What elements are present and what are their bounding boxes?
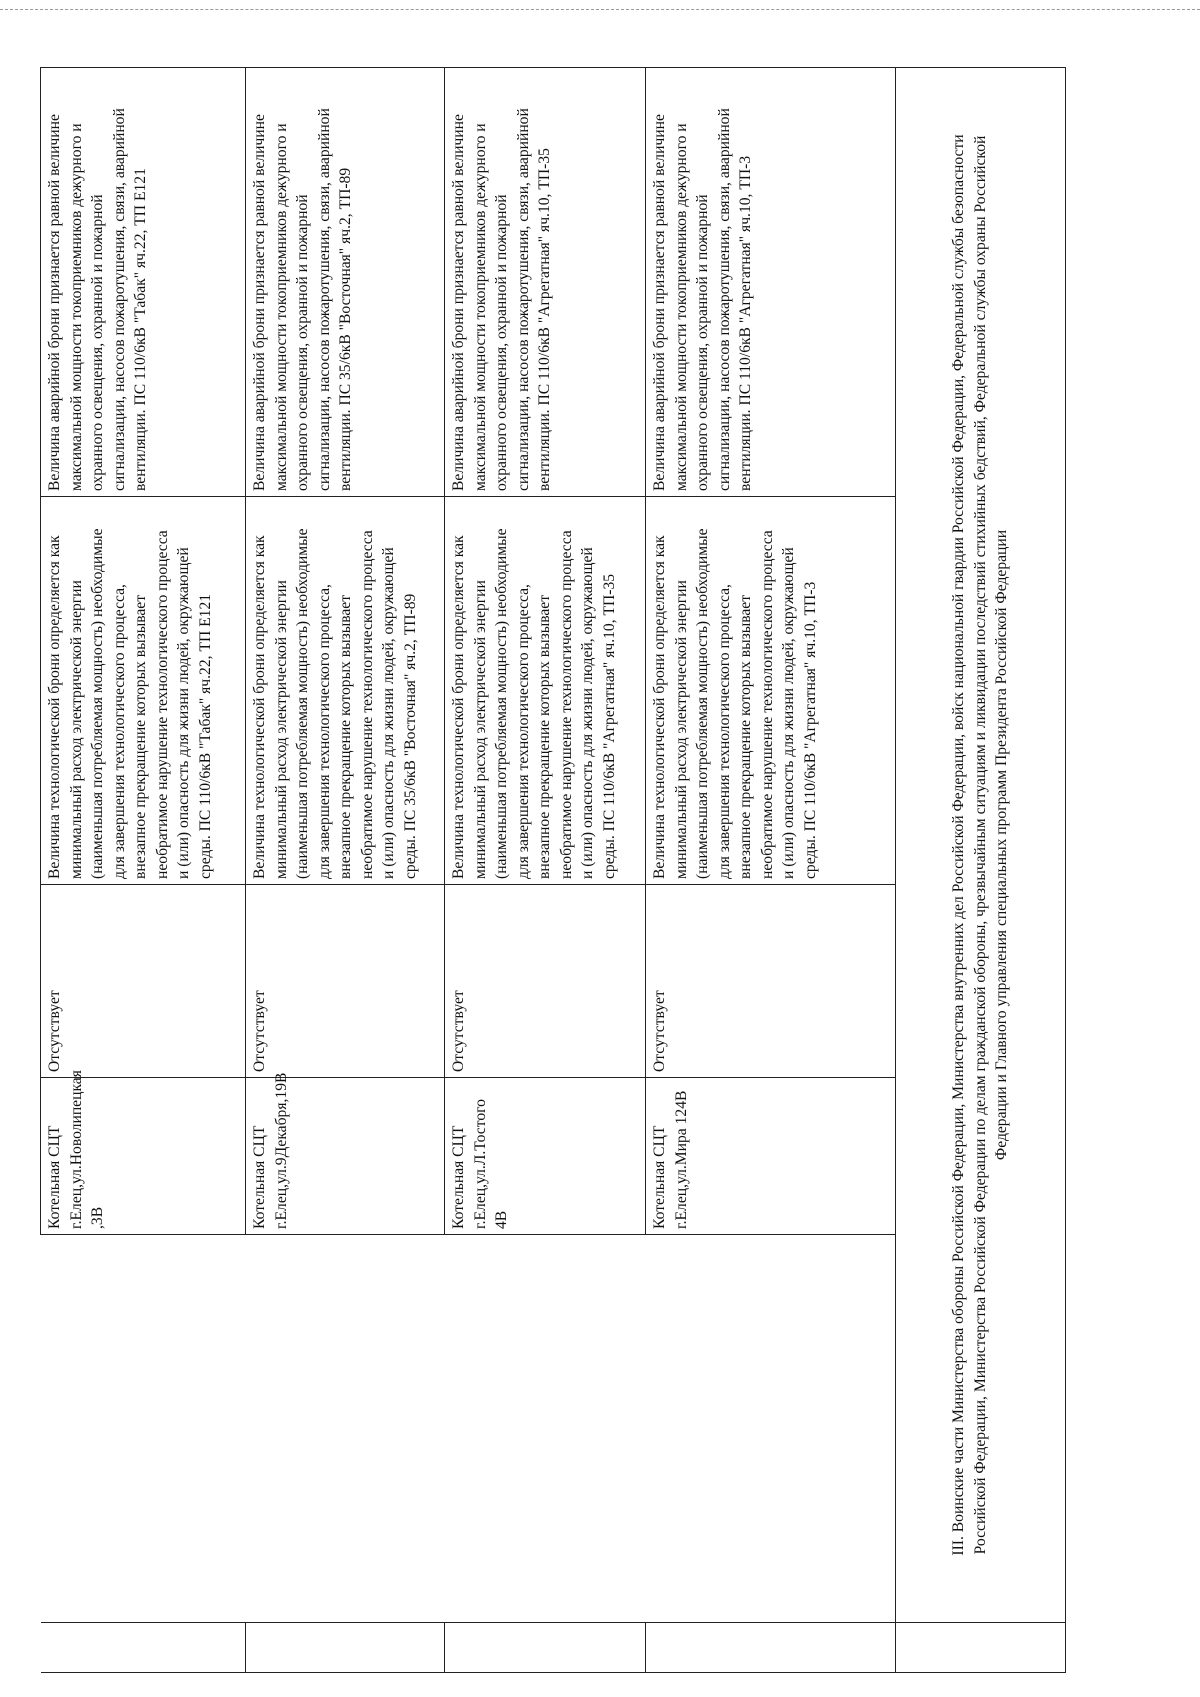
section-heading: III. Воинские части Министерства обороны Российской Федерации, Министерства внутренних дел Российской Федерации, войск национальной гвардии Российской Федерации, Федеральной службы безопасности Российской Федерации, Министерства Российской Федерации по делам гражданской обороны, чрезвычайным ситуациям и ликвидации последствий стихийных бедствий, Федеральной службы охраны Российской Федерации и Главного управления специальных программ Президента Российской Федерации — [950, 134, 1011, 1556]
tech-reserve-cell — [646, 497, 896, 885]
blank-cell — [246, 1235, 445, 1387]
scan-top-edge — [0, 9, 1200, 10]
emergency-reserve-text: Величина аварийной брони признается равной величине максимальной мощности токоприемников дежурного и охранного освещения, охранной и пожарной сигнализации, насосов пожаротушения, связи, аварийной вентиляции. ПС 35/6кВ "Восточная" яч.2, ТП-89 — [251, 108, 354, 491]
emergency-reserve-cell — [246, 68, 445, 497]
blank-cell — [646, 1387, 896, 1570]
tech-reserve-text: Величина технологической брони определяется как минимальный расход электрической энергии (наименьшая потребляемая мощность) необходимые для завершения технологического процесса, внезапное прекращение которых вызывает необратимое нарушение технологического процесса и (или) опасность для жизни людей, окружающей среды. ПС 110/6кВ "Агрегатная" яч.10, ТП-3 — [651, 528, 819, 879]
number-cell — [896, 1623, 1066, 1673]
number-cell — [445, 1623, 646, 1673]
blank-cell — [41, 1235, 246, 1387]
tech-reserve-text: Величина технологической брони определяется как минимальный расход электрической энергии (наименьшая потребляемая мощность) необходимые для завершения технологического процесса, внезапное прекращение которых вызывает необратимое нарушение технологического процесса и (или) опасность для жизни людей, окружающей среды. ПС 35/6кВ "Восточная" яч.2, ТП-89 — [251, 528, 419, 879]
status-text: Отсутствует — [450, 990, 467, 1072]
number-cell — [41, 1623, 246, 1673]
blank-cell — [41, 1387, 246, 1570]
object-name: Котельная СЦТ г.Елец,ул.9Декабря,19В — [251, 1072, 290, 1229]
emergency-reserve-cell — [646, 68, 896, 497]
status-text: Отсутствует — [651, 990, 668, 1072]
rotated-page — [40, 68, 1065, 1673]
table-row — [445, 68, 646, 1673]
tech-reserve-cell — [41, 497, 246, 885]
section-row — [896, 68, 1066, 1673]
object-name-cell — [646, 1078, 896, 1235]
blank-cell — [41, 1570, 246, 1623]
emergency-reserve-text: Величина аварийной брони признается равной величине максимальной мощности токоприемников дежурного и охранного освещения, охранной и пожарной сигнализации, насосов пожаротушения, связи, аварийной вентиляции. ПС 110/6кВ "Табак" яч.22, ТП Е121 — [46, 108, 149, 491]
table-row — [646, 68, 896, 1673]
emergency-reserve-cell — [445, 68, 646, 497]
object-name-cell — [445, 1078, 646, 1235]
blank-cell — [646, 1570, 896, 1623]
status-cell — [246, 885, 445, 1078]
blank-cell — [246, 1387, 445, 1570]
object-name-cell — [41, 1070, 246, 1235]
blank-cell — [646, 1235, 896, 1387]
object-name: Котельная СЦТ г.Елец,ул.Л.Тостого 4В — [450, 1099, 510, 1229]
emergency-reserve-text: Величина аварийной брони признается равной величине максимальной мощности токоприемников дежурного и охранного освещения, охранной и пожарной сигнализации, насосов пожаротушения, связи, аварийной вентиляции. ПС 110/6кВ "Агрегатная" яч.10, ТП-3 — [651, 108, 754, 491]
status-text: Отсутствует — [251, 990, 268, 1072]
tech-reserve-cell — [246, 497, 445, 885]
emergency-reserve-cell — [41, 68, 246, 497]
tech-reserve-text: Величина технологической брони определяется как минимальный расход электрической энергии (наименьшая потребляемая мощность) необходимые для завершения технологического процесса, внезапное прекращение которых вызывает необратимое нарушение технологического процесса и (или) опасность для жизни людей, окружающей среды. ПС 110/6кВ "Табак" яч.22, ТП Е121 — [46, 528, 214, 879]
table-row — [41, 68, 246, 1673]
status-text: Отсутствует — [46, 990, 63, 1072]
object-name-cell — [246, 1072, 445, 1235]
blank-cell — [246, 1570, 445, 1623]
object-name: Котельная СЦТ г.Елец,ул.Мира 124В — [651, 1090, 690, 1229]
table-row — [246, 68, 445, 1673]
section-heading-cell — [896, 68, 1066, 1623]
blank-cell — [445, 1570, 646, 1623]
number-cell — [246, 1623, 445, 1673]
blank-cell — [445, 1387, 646, 1570]
status-cell — [646, 885, 896, 1078]
tech-reserve-cell — [445, 497, 646, 885]
blank-cell — [445, 1235, 646, 1387]
number-cell — [646, 1623, 896, 1673]
status-cell — [41, 885, 246, 1078]
status-cell — [445, 885, 646, 1078]
emergency-reserve-text: Величина аварийной брони признается равной величине максимальной мощности токоприемников дежурного и охранного освещения, охранной и пожарной сигнализации, насосов пожаротушения, связи, аварийной вентиляции. ПС 110/6кВ "Агрегатная" яч.10, ТП-35 — [450, 108, 553, 491]
reserve-table — [40, 67, 1066, 1673]
object-name: Котельная СЦТ г.Елец,ул.Новолипецкая ,3В — [46, 1070, 106, 1229]
tech-reserve-text: Величина технологической брони определяется как минимальный расход электрической энергии (наименьшая потребляемая мощность) необходимые для завершения технологического процесса, внезапное прекращение которых вызывает необратимое нарушение технологического процесса и (или) опасность для жизни людей, окружающей среды. ПС 110/6кВ "Агрегатная" яч.10, ТП-35 — [450, 528, 618, 879]
